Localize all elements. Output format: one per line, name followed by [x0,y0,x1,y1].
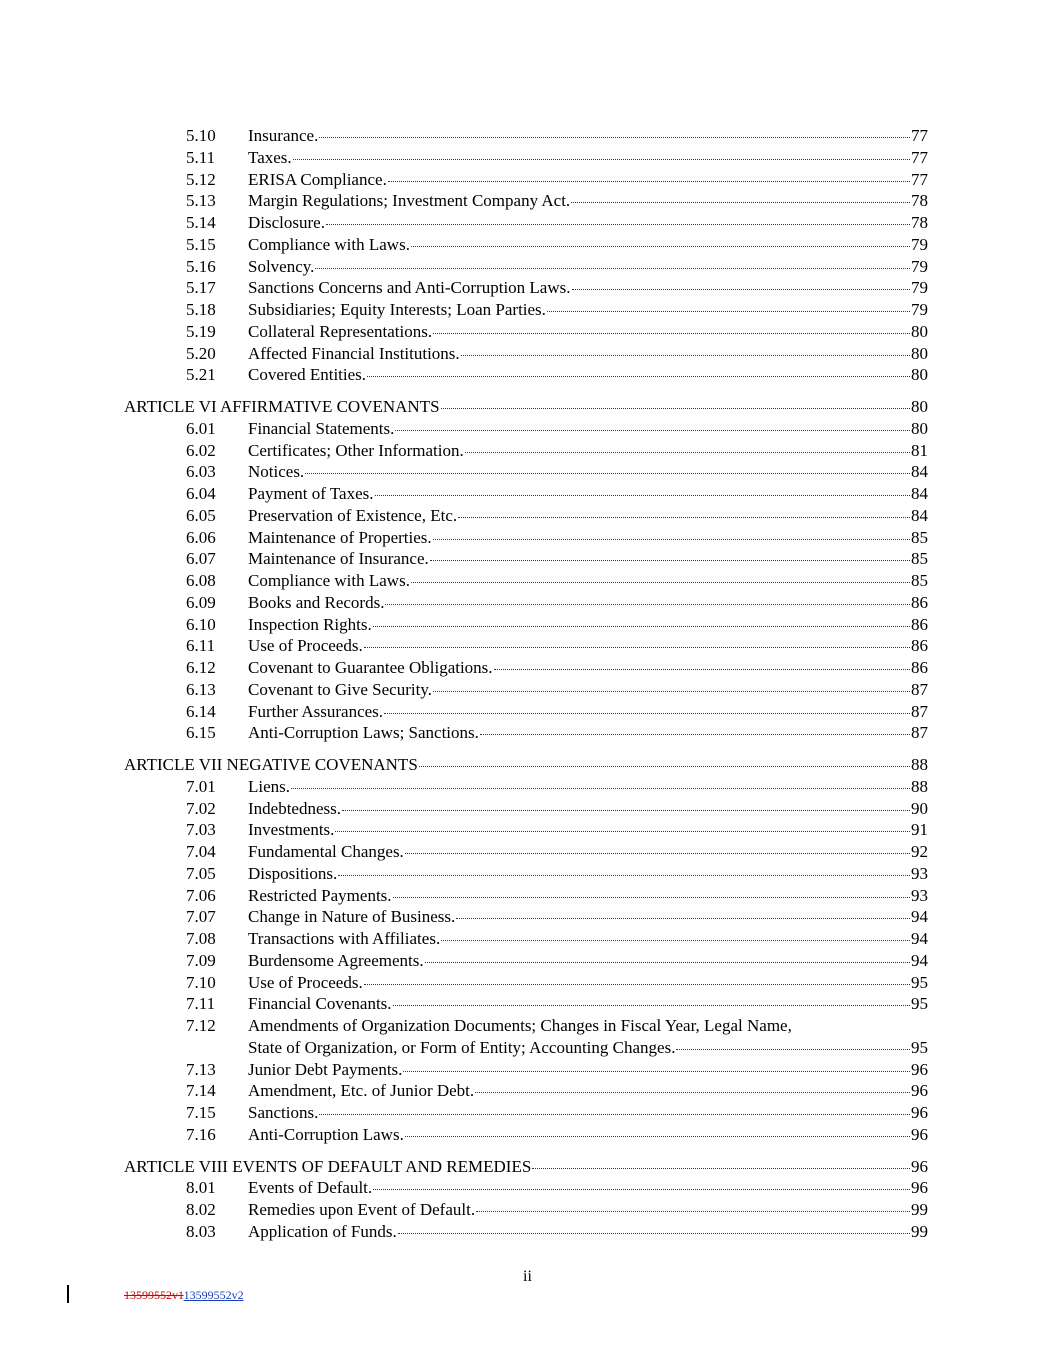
toc-section-number: 6.07 [186,549,216,569]
toc-title-cell [124,754,911,776]
toc-section-number: 6.15 [186,723,216,743]
toc-title-cell [248,548,911,570]
toc-entry[interactable] [0,125,1055,147]
toc-entry[interactable] [0,592,1055,614]
toc-title: Sanctions. [248,1103,319,1122]
toc-section-number: 7.02 [186,798,216,818]
toc-title: Amendment, Etc. of Junior Debt. [248,1081,475,1101]
toc-page-number: 86 [911,614,928,634]
toc-section-number: 7.04 [186,842,216,861]
dot-leader [393,897,910,898]
toc-article-entry[interactable] [0,1156,1055,1178]
dot-leader [342,810,910,811]
dot-leader [375,495,911,496]
dot-leader [388,181,910,182]
toc-entry[interactable] [0,906,1055,928]
dot-leader [480,734,910,735]
toc-title-cell [248,972,911,994]
toc-section-number: 7.03 [186,820,216,840]
dot-leader [405,1136,910,1137]
toc-title-cell [248,863,911,885]
toc-page-number: 92 [911,842,928,861]
toc-title: Amendments of Organization Documents; Changes in Fiscal Year, Legal Name, [248,1016,792,1035]
toc-page-number: 95 [911,1037,928,1057]
toc-section-number: 7.16 [186,1124,216,1144]
toc-title-cell [248,570,911,592]
toc-title-cell [248,841,911,863]
toc-entry[interactable] [0,234,1055,256]
toc-title-cell [248,1199,911,1221]
toc-page-number: 84 [911,462,928,482]
toc-section-number: 7.14 [186,1081,216,1101]
toc-title: Use of Proceeds. [248,636,363,656]
toc-title: Liens. [248,776,291,796]
toc-entry[interactable] [0,256,1055,278]
toc-page-number: 95 [911,972,928,992]
toc-page-number: 78 [911,213,928,232]
document-id [124,1288,244,1303]
toc-title: Indebtedness. [248,798,342,818]
table-of-contents [0,125,1055,1243]
toc-page-number: 86 [911,658,928,677]
toc-section-number: 7.01 [186,776,216,796]
toc-title-cell [248,928,911,950]
dot-leader [305,473,910,474]
toc-title: Anti-Corruption Laws. [248,1124,404,1144]
toc-title: Application of Funds. [248,1221,397,1241]
toc-title: Maintenance of Insurance. [248,549,429,569]
toc-page-number: 80 [911,397,928,416]
toc-entry[interactable] [0,1177,1055,1199]
toc-entry[interactable] [0,1102,1055,1124]
toc-title: Taxes. [248,147,292,167]
toc-title-cell [248,1059,911,1081]
toc-section-number: 8.03 [186,1221,216,1241]
toc-entry[interactable] [0,972,1055,994]
toc-title-cell [248,256,911,278]
toc-section-number: 7.10 [186,972,216,992]
toc-title-cell [248,321,911,343]
toc-page-number: 93 [911,863,928,883]
toc-entry[interactable] [0,819,1055,841]
dot-leader [465,452,910,453]
toc-page-number: 80 [911,418,928,438]
toc-page-number: 99 [911,1200,928,1219]
toc-section-number: 5.15 [186,234,216,254]
toc-page-number: 96 [911,1103,928,1122]
toc-title: Certificates; Other Information. [248,440,464,460]
toc-entry[interactable] [0,147,1055,169]
toc-section-number: 5.20 [186,343,216,363]
dot-leader [384,713,910,714]
dot-leader [430,560,910,561]
toc-section-number: 6.12 [186,658,216,677]
toc-title: Covenant to Guarantee Obligations. [248,658,493,677]
toc-section-number: 5.21 [186,365,216,385]
toc-page-number: 94 [911,950,928,970]
toc-page-number: 79 [911,278,928,298]
toc-entry[interactable] [0,679,1055,701]
toc-title-cell [248,592,911,614]
toc-title: Collateral Representations. [248,321,433,341]
toc-title: Burdensome Agreements. [248,950,424,970]
toc-title-cell [248,505,911,527]
toc-title-cell [248,440,911,462]
toc-entry[interactable] [0,364,1055,386]
toc-title-cell [248,722,911,744]
dot-leader [405,853,910,854]
toc-page-number: 96 [911,1059,928,1079]
dot-leader [293,159,910,160]
toc-title: Disclosure. [248,213,325,232]
dot-leader [338,875,910,876]
toc-entry[interactable] [0,614,1055,636]
dot-leader [367,376,910,377]
toc-page-number: 77 [911,126,928,145]
toc-entry[interactable] [0,841,1055,863]
toc-section-number: 7.06 [186,885,216,905]
toc-title-cell [248,190,911,212]
toc-title: Change in Nature of Business. [248,907,456,927]
toc-title: ERISA Compliance. [248,169,387,189]
toc-entry[interactable] [0,950,1055,972]
change-bar [67,1285,69,1303]
toc-title: Subsidiaries; Equity Interests; Loan Parties. [248,300,546,319]
toc-title: Further Assurances. [248,701,384,721]
dot-leader [403,1071,910,1072]
toc-page-number: 95 [911,994,928,1014]
toc-title: Affected Financial Institutions. [248,343,460,363]
toc-entry[interactable] [0,701,1055,723]
toc-title-cell [248,527,911,549]
toc-title: Compliance with Laws. [248,571,410,590]
toc-section-number: 5.12 [186,169,216,189]
toc-title-cell [248,461,911,483]
dot-leader [319,137,910,138]
page-number: ii [523,1268,532,1285]
toc-entry[interactable] [0,570,1055,592]
toc-title-cell [248,1221,911,1243]
toc-title-cell [248,147,911,169]
toc-title-continuation: State of Organization, or Form of Entity; Accounting Changes. [248,1037,676,1057]
toc-entry[interactable] [0,418,1055,440]
toc-section-number: 6.04 [186,484,216,503]
toc-page-number: 86 [911,592,928,612]
toc-entry[interactable] [0,505,1055,527]
toc-title-cell [248,1080,911,1102]
toc-page-number: 90 [911,798,928,818]
toc-title: Anti-Corruption Laws; Sanctions. [248,723,479,743]
toc-entry[interactable] [0,212,1055,234]
toc-page-number: 84 [911,505,928,525]
toc-title-cell [248,1124,911,1146]
dot-leader [494,669,910,670]
toc-page-number: 94 [911,907,928,927]
toc-page-number: 88 [911,776,928,796]
toc-title: Inspection Rights. [248,614,372,634]
toc-section-number: 5.10 [186,126,216,145]
toc-title-cell [248,169,911,191]
toc-section-number: 6.08 [186,571,216,590]
toc-entry[interactable] [0,527,1055,549]
toc-title-cell [248,234,911,256]
dot-leader [572,289,911,290]
toc-entry[interactable] [0,343,1055,365]
toc-title: Restricted Payments. [248,885,392,905]
toc-section-number: 6.14 [186,701,216,721]
toc-title-cell [248,277,911,299]
toc-page-number: 86 [911,636,928,656]
toc-section-number: 6.10 [186,614,216,634]
toc-page-number: 96 [911,1178,928,1198]
toc-title-cell [248,343,911,365]
toc-section-number: 6.13 [186,679,216,699]
toc-article-entry[interactable] [0,754,1055,776]
toc-title-cell [248,1102,911,1124]
dot-leader [476,1211,910,1212]
toc-title: Financial Statements. [248,418,395,438]
toc-section-number: 7.11 [186,994,216,1014]
dot-leader [458,517,910,518]
toc-section-number: 6.09 [186,592,216,612]
toc-title-cell [124,1156,911,1178]
toc-page-number: 84 [911,484,928,503]
toc-entry[interactable] [0,885,1055,907]
toc-section-number: 6.05 [186,505,216,525]
toc-page-number: 80 [911,321,928,341]
toc-section-number: 6.01 [186,418,216,438]
toc-entry[interactable] [0,722,1055,744]
toc-title: Margin Regulations; Investment Company Act. [248,191,571,211]
dot-leader [319,1114,910,1115]
toc-title-cell [248,212,911,234]
toc-entry[interactable] [0,657,1055,679]
dot-leader [364,647,910,648]
dot-leader [456,918,910,919]
toc-title-cell [248,483,911,505]
toc-page-number: 77 [911,169,928,189]
toc-title: Use of Proceeds. [248,972,363,992]
toc-section-number: 6.03 [186,462,216,482]
toc-section-number: 5.13 [186,191,216,211]
toc-title-cell [248,418,911,440]
toc-page-number: 85 [911,549,928,569]
toc-title-cell [248,950,911,972]
toc-entry[interactable] [0,1124,1055,1146]
dot-leader [441,408,910,409]
dot-leader [433,691,910,692]
toc-title: Events of Default. [248,1178,373,1198]
toc-entry[interactable] [0,299,1055,321]
toc-title: Dispositions. [248,863,338,883]
toc-entry[interactable] [0,798,1055,820]
toc-page-number: 85 [911,571,928,590]
toc-title-cell [248,993,911,1015]
toc-title: Financial Covenants. [248,994,392,1014]
toc-section-number: 5.19 [186,321,216,341]
toc-page-number: 87 [911,701,928,721]
toc-entry[interactable] [0,483,1055,505]
toc-page-number: 85 [911,527,928,547]
toc-title-cell [248,614,911,636]
toc-entry[interactable] [0,1221,1055,1243]
toc-title: Payment of Taxes. [248,484,374,503]
toc-title: Covenant to Give Security. [248,679,432,699]
toc-title: Compliance with Laws. [248,234,410,254]
toc-section-number: 5.14 [186,213,216,232]
dot-leader [425,962,910,963]
dot-leader [315,268,910,269]
toc-title: Junior Debt Payments. [248,1059,403,1079]
toc-title: Maintenance of Properties. [248,527,432,547]
toc-page-number: 79 [911,234,928,254]
toc-section-number: 5.16 [186,256,216,276]
toc-section-number: 8.02 [186,1200,216,1219]
toc-entry[interactable] [0,277,1055,299]
toc-page-number: 80 [911,365,928,385]
toc-entry[interactable] [0,548,1055,570]
toc-section-number: 7.15 [186,1103,216,1122]
toc-article-title: ARTICLE VII NEGATIVE COVENANTS [124,755,418,774]
toc-title-cell [248,364,911,386]
toc-entry[interactable] [0,1199,1055,1221]
toc-title-cell [248,906,911,928]
toc-article-title: ARTICLE VI AFFIRMATIVE COVENANTS [124,397,440,416]
dot-leader [419,766,910,767]
toc-entry[interactable] [0,863,1055,885]
doc-id-inserted: 13599552v2 [183,1288,244,1302]
toc-page-number: 88 [911,755,928,774]
dot-leader [393,1005,910,1006]
dot-leader [395,430,910,431]
toc-title: Solvency. [248,256,315,276]
dot-leader [475,1092,910,1093]
toc-entry[interactable] [0,1015,1055,1059]
toc-entry[interactable] [0,1080,1055,1102]
dot-leader [291,788,910,789]
toc-title-cell [248,679,911,701]
doc-id-deleted: 13599552v1 [124,1288,184,1302]
toc-title-cell [248,1177,911,1199]
toc-section-number: 8.01 [186,1178,216,1198]
toc-page-number: 96 [911,1081,928,1101]
toc-page-number: 81 [911,440,928,460]
toc-section-number: 6.02 [186,440,216,460]
dot-leader [411,246,910,247]
toc-title-cell [248,635,911,657]
toc-section-number: 5.17 [186,278,216,298]
toc-title: Investments. [248,820,335,840]
dot-leader [532,1168,910,1169]
toc-page-number: 93 [911,885,928,905]
toc-section-number: 7.08 [186,929,216,948]
dot-leader [433,539,910,540]
toc-page-number: 77 [911,147,928,167]
toc-entry[interactable] [0,440,1055,462]
toc-page-number: 87 [911,723,928,743]
toc-section-number: 5.18 [186,300,216,319]
toc-section-number: 6.11 [186,636,216,656]
toc-section-number: 7.13 [186,1059,216,1079]
dot-leader [398,1233,910,1234]
toc-entry[interactable] [0,1059,1055,1081]
toc-entry[interactable] [0,635,1055,657]
dot-leader [411,582,910,583]
toc-article-entry[interactable] [0,396,1055,418]
toc-title-cell [248,657,911,679]
dot-leader [571,202,910,203]
toc-page-number: 99 [911,1221,928,1241]
dot-leader [433,333,910,334]
toc-title: Notices. [248,462,305,482]
toc-page-number: 96 [911,1156,928,1176]
toc-title-cell [248,885,911,907]
toc-page-number: 96 [911,1124,928,1144]
dot-leader [335,831,910,832]
dot-leader [441,940,910,941]
toc-page-number: 79 [911,256,928,276]
toc-entry[interactable] [0,461,1055,483]
toc-entry[interactable] [0,776,1055,798]
toc-page-number: 91 [911,820,928,840]
toc-title: Insurance. [248,126,319,145]
toc-entry[interactable] [0,928,1055,950]
toc-title-cell [124,396,911,418]
toc-title-cell [248,299,911,321]
toc-section-number: 7.09 [186,950,216,970]
toc-title: Remedies upon Event of Default. [248,1200,476,1219]
toc-entry[interactable] [0,169,1055,191]
toc-article-title: ARTICLE VIII EVENTS OF DEFAULT AND REMEDIES [124,1156,532,1176]
dot-leader [385,604,910,605]
toc-entry[interactable] [0,321,1055,343]
toc-title-cell [248,776,911,798]
dot-leader [364,984,910,985]
toc-section-number: 7.05 [186,863,216,883]
toc-title-cell [248,1015,911,1059]
toc-page-number: 79 [911,300,928,319]
toc-section-number: 7.12 [186,1016,216,1035]
toc-title-cell [248,798,911,820]
toc-section-number: 6.06 [186,527,216,547]
toc-title: Preservation of Existence, Etc. [248,505,458,525]
toc-page-number: 80 [911,343,928,363]
dot-leader [373,626,910,627]
toc-title: Transactions with Affiliates. [248,929,441,948]
toc-entry[interactable] [0,993,1055,1015]
dot-leader [676,1049,910,1050]
dot-leader [461,355,910,356]
toc-title: Covered Entities. [248,365,367,385]
toc-title-cell [248,819,911,841]
dot-leader [326,224,910,225]
dot-leader [373,1189,910,1190]
toc-section-number: 7.07 [186,907,216,927]
toc-page-number: 94 [911,929,928,948]
toc-page-number: 78 [911,191,928,211]
toc-title: Sanctions Concerns and Anti-Corruption Laws. [248,278,571,298]
toc-title: Books and Records. [248,592,385,612]
toc-title-cell [248,125,911,147]
toc-title-cell [248,701,911,723]
toc-page-number: 87 [911,679,928,699]
toc-entry[interactable] [0,190,1055,212]
dot-leader [547,311,910,312]
toc-section-number: 5.11 [186,147,216,167]
toc-title: Fundamental Changes. [248,842,404,861]
